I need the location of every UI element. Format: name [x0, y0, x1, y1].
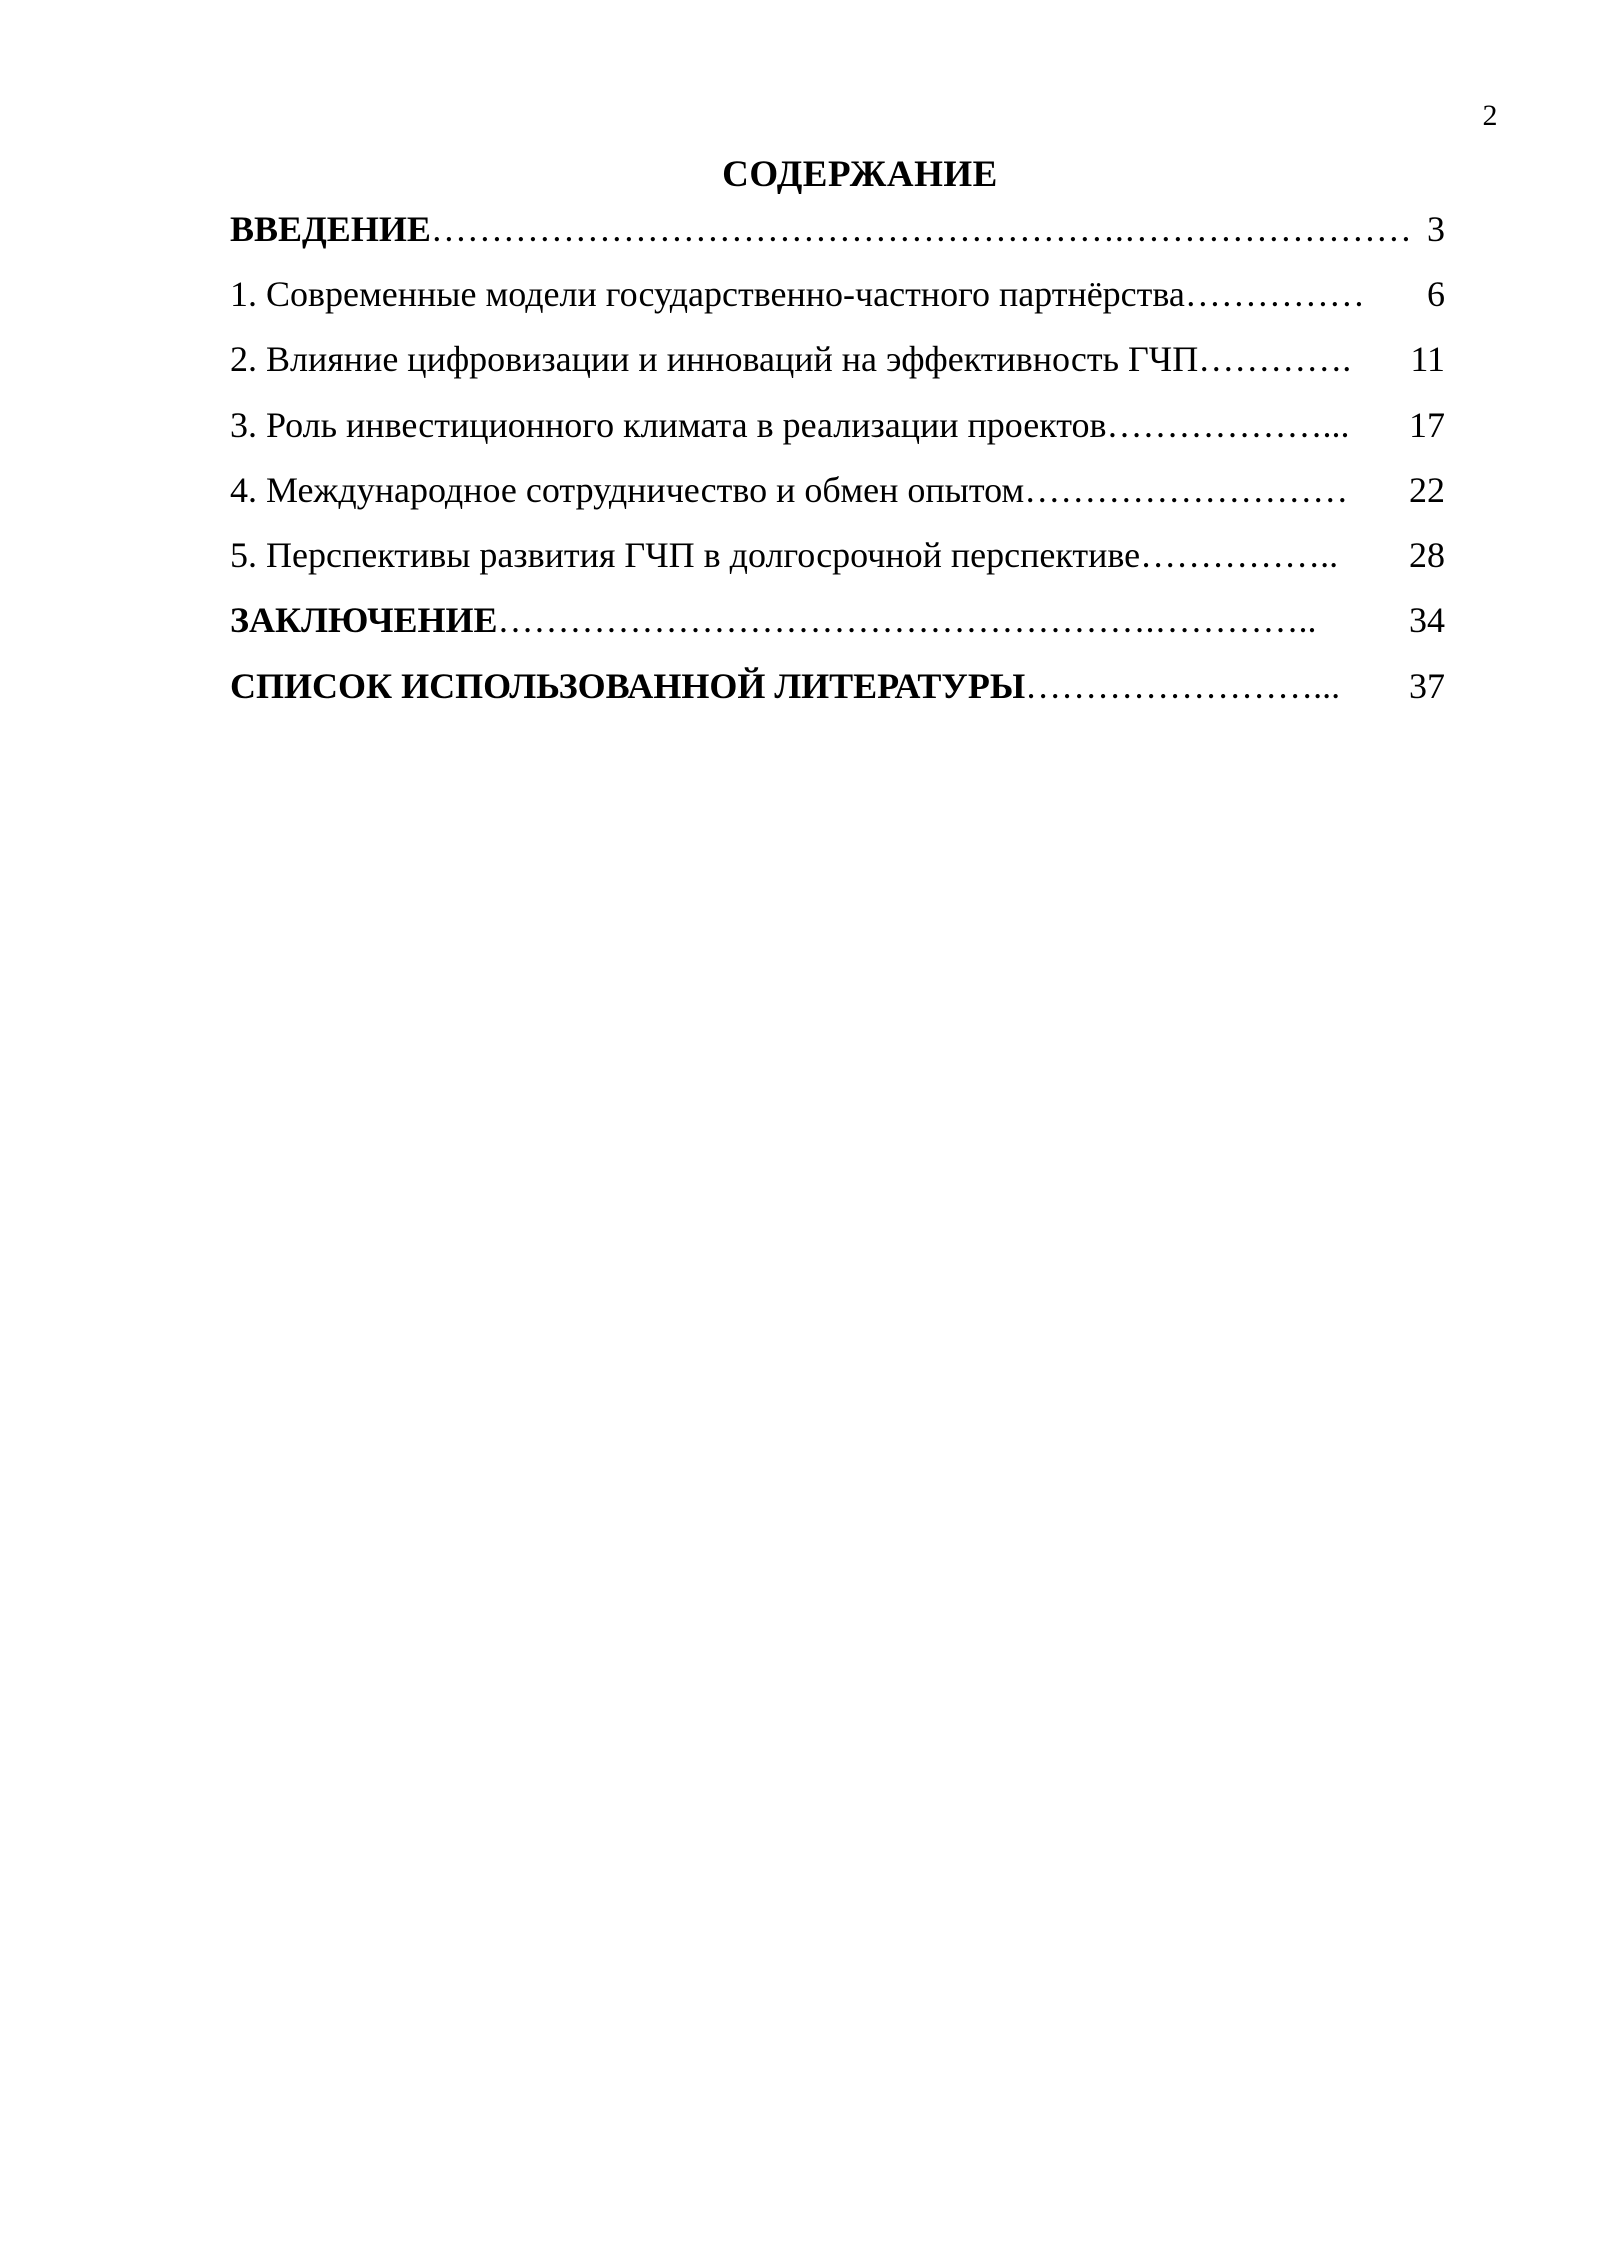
toc-entry-page: 17 [1409, 404, 1445, 445]
toc-entry-leader: …………….. [1140, 535, 1339, 576]
toc-entry-label: 2. Влияние цифровизации и инноваций на эффективность ГЧП [230, 339, 1199, 380]
toc-entry-leader: ……………………… [1024, 469, 1349, 510]
toc-entry-chapter-3 [230, 392, 1445, 457]
toc-entry-label: 4. Международное сотрудничество и обмен опытом [230, 469, 1025, 510]
toc-entry-leader: …………. [1198, 339, 1352, 380]
toc-entry-label: ВВЕДЕНИЕ [230, 208, 431, 249]
toc-entry-label: 3. Роль инвестиционного климата в реализации проектов [230, 404, 1107, 445]
toc-entry-label: 5. Перспективы развития ГЧП в долгосрочной перспективе [230, 535, 1141, 576]
toc-entry-page: 22 [1409, 469, 1445, 510]
toc-entry-chapter-1 [230, 261, 1445, 326]
toc-entry-conclusion [230, 588, 1445, 653]
toc-entry-leader: ……………………………………………….………….. [497, 600, 1317, 641]
toc-entry-page: 28 [1409, 535, 1445, 576]
page-number: 2 [1482, 99, 1498, 132]
toc-entry-page: 6 [1427, 273, 1445, 314]
toc-entry-page: 34 [1409, 600, 1445, 641]
toc-entry-page: 3 [1427, 208, 1445, 249]
toc-entry-introduction [230, 196, 1445, 261]
toc-entry-page: 37 [1409, 665, 1445, 706]
toc-entry-leader: ………………………………………………….…………………… [430, 208, 1412, 249]
toc-entry-leader: …………… [1184, 273, 1365, 314]
toc-entry-label: 1. Современные модели государственно-частного партнёрства [230, 273, 1185, 314]
toc-entry-label: ЗАКЛЮЧЕНИЕ [230, 600, 498, 641]
toc-title: СОДЕРЖАНИЕ [722, 154, 998, 195]
table-of-contents [230, 196, 1445, 718]
toc-entry-chapter-5 [230, 522, 1445, 587]
toc-entry-label: СПИСОК ИСПОЛЬЗОВАННОЙ ЛИТЕРАТУРЫ [230, 665, 1026, 706]
toc-entry-page: 11 [1410, 339, 1445, 380]
toc-entry-chapter-4 [230, 457, 1445, 522]
toc-entry-leader: ……………………... [1025, 665, 1341, 706]
toc-entry-references [230, 653, 1445, 718]
toc-entry-leader: ………………... [1106, 404, 1350, 445]
toc-entry-chapter-2 [230, 327, 1445, 392]
